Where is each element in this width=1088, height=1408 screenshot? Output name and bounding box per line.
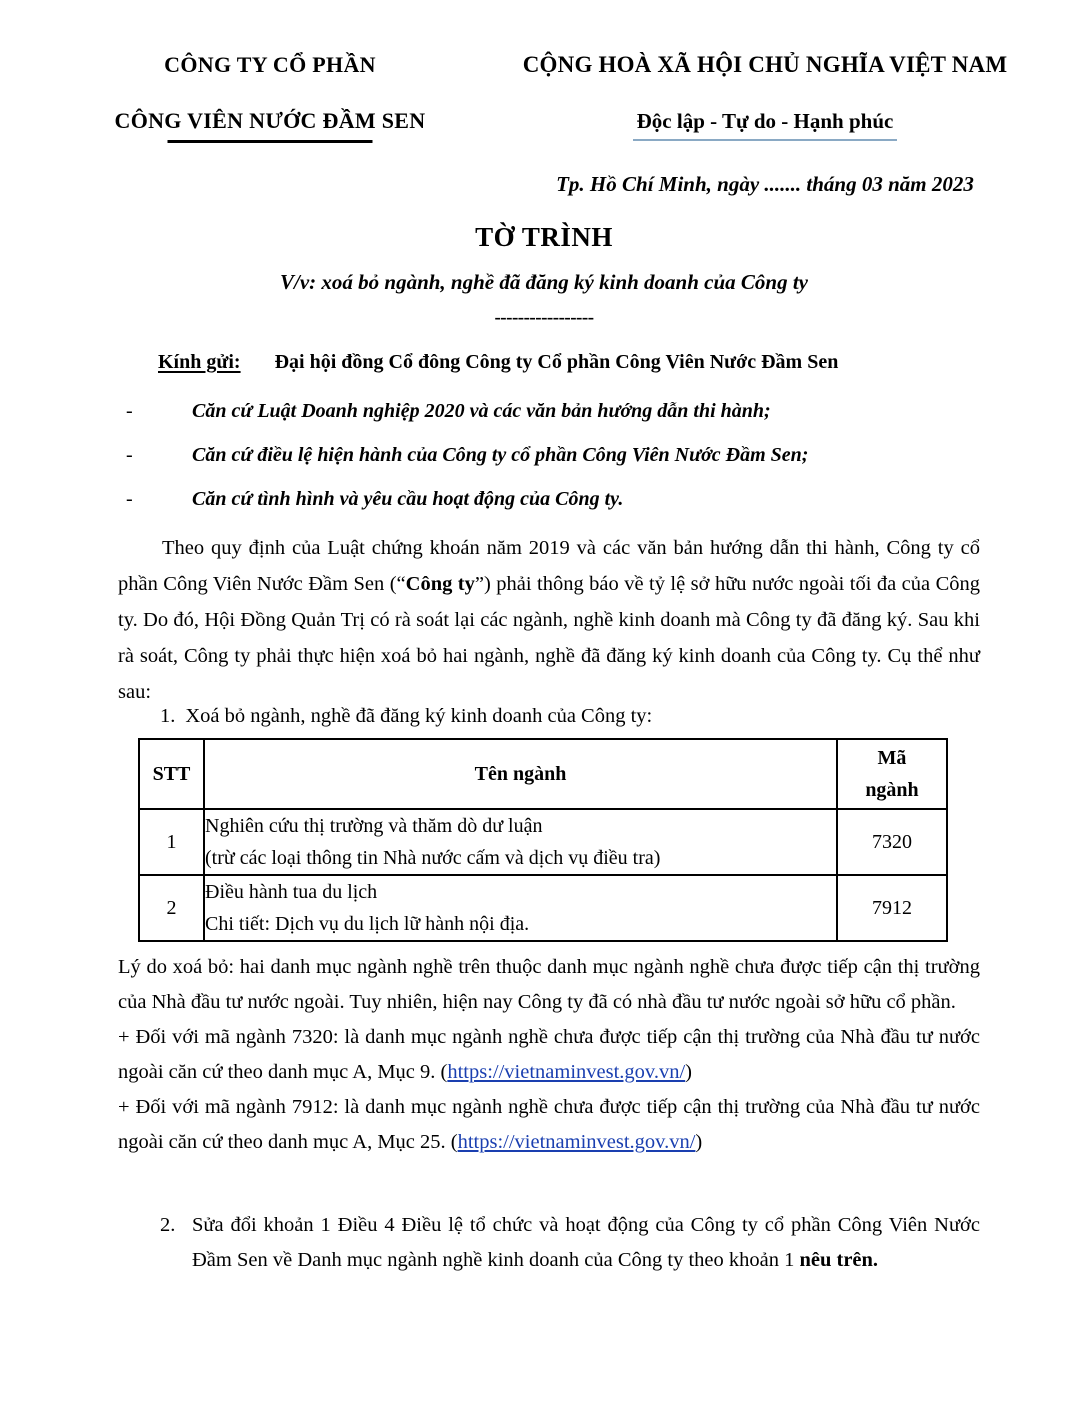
- title-separator: -----------------: [494, 307, 594, 328]
- row-2-stt: 2: [139, 875, 204, 941]
- main-paragraph: [118, 530, 980, 710]
- reason-section: [118, 950, 980, 1160]
- note-7320: [118, 1020, 980, 1090]
- numbered-item-1: [160, 700, 652, 732]
- recipient-value: Đại hội đồng Cổ đông Công ty Cổ phần Công Viên Nước Đầm Sen: [274, 351, 839, 373]
- numbered-item-2: [160, 1208, 980, 1278]
- company-term-bold: Công ty: [405, 573, 475, 595]
- national-title: CỘNG HOÀ XÃ HỘI CHỦ NGHĨA VIỆT NAM: [522, 52, 1008, 77]
- table-header-name: Tên ngành: [204, 739, 837, 809]
- table-row: [139, 809, 947, 875]
- company-name-line1: CÔNG TY CỔ PHẦN: [164, 52, 376, 77]
- legal-basis-text: Căn cứ tình hình và yêu cầu hoạt động của Công ty.: [192, 488, 624, 510]
- company-name-line2: CÔNG VIÊN NƯỚC ĐẦM SEN: [115, 106, 426, 136]
- legal-bases-list: [0, 396, 1088, 528]
- note-7320-text: + Đối với mã ngành 7320: là danh mục ngành nghề chưa được tiếp cận thị trường của Nhà đầu tư nước ngoài căn cứ theo danh mục A, Mục 9. (: [118, 1026, 980, 1083]
- legal-basis-text: Căn cứ điều lệ hiện hành của Công ty cổ phần Công Viên Nước Đầm Sen;: [192, 444, 809, 466]
- item-2-text-part1: Sửa đổi khoản 1 Điều 4 Điều lệ tổ chức và hoạt động của Công ty cổ phần Công Viên Nước Đầm Sen về Danh mục ngành nghề kinh doanh của Công ty theo khoản 1: [192, 1214, 980, 1271]
- document-header: [0, 50, 1088, 198]
- row-1-code: 7320: [837, 809, 947, 875]
- table-row: [139, 875, 947, 941]
- bullet-dash-icon: -: [126, 488, 133, 510]
- recipient-label: Kính gửi:: [158, 351, 241, 373]
- vietnaminvest-link[interactable]: https://vietnaminvest.gov.vn/: [447, 1061, 686, 1083]
- item-2-number: 2.: [160, 1214, 176, 1236]
- list-item: [0, 440, 1088, 484]
- recipient-line: [158, 348, 838, 376]
- sectors-table: [138, 738, 948, 942]
- place-date-line: Tp. Hồ Chí Minh, ngày ....... tháng 03 năm 2023: [556, 172, 974, 196]
- row-1-name: [204, 809, 837, 875]
- note-7912-close: ): [695, 1131, 703, 1153]
- table-header-stt: STT: [139, 739, 204, 809]
- table-header-code-line2: ngành: [865, 779, 919, 801]
- bullet-dash-icon: -: [126, 400, 133, 422]
- sectors-table-wrapper: [138, 738, 946, 942]
- row-2-code: 7912: [837, 875, 947, 941]
- item-2-row: [160, 1208, 980, 1278]
- item-1-number: 1.: [160, 705, 176, 727]
- row-2-name-line1: Điều hành tua du lịch: [205, 881, 378, 903]
- item-1-text: Xoá bỏ ngành, nghề đã đăng ký kinh doanh của Công ty:: [185, 705, 653, 727]
- list-item: [0, 396, 1088, 440]
- item-2-text: [192, 1208, 980, 1278]
- company-header-block: [55, 50, 485, 136]
- list-item: [0, 484, 1088, 528]
- row-1-stt: 1: [139, 809, 204, 875]
- note-7912-text: + Đối với mã ngành 7912: là danh mục ngành nghề chưa được tiếp cận thị trường của Nhà đầu tư nước ngoài căn cứ theo danh mục A, Mục 25. (: [118, 1096, 980, 1153]
- vietnaminvest-link[interactable]: https://vietnaminvest.gov.vn/: [457, 1131, 696, 1153]
- document-title: TỜ TRÌNH: [475, 222, 613, 252]
- bullet-dash-icon: -: [126, 444, 133, 466]
- row-1-name-line2: (trừ các loại thông tin Nhà nước cấm và dịch vụ điều tra): [205, 847, 661, 869]
- note-7912: [118, 1090, 980, 1160]
- main-paragraph-part2: ”) phải thông báo về tỷ lệ sở hữu nước ngoài tối đa của Công ty. Do đó, Hội Đồng Quản Trị có rà soát lại các ngành, nghề kinh doanh mà Công ty đã đăng ký. Sau khi rà soát, Công ty phải thực hiện xoá bỏ hai ngành, nghề đã đăng ký kinh doanh của Công ty. Cụ thể như sau:: [118, 573, 980, 703]
- national-header-block: [485, 50, 1045, 198]
- row-2-name-line2: Chi tiết: Dịch vụ du lịch lữ hành nội địa.: [205, 913, 530, 935]
- item-2-text-bold: nêu trên.: [799, 1249, 879, 1271]
- main-paragraph-part1: Theo quy định của Luật chứng khoán năm 2019 và các văn bản hướng dẫn thi hành, Công ty cổ phần Công Viên Nước Đầm Sen (“: [118, 537, 980, 595]
- table-header-row: [139, 739, 947, 809]
- title-block: [0, 220, 1088, 329]
- row-2-name: [204, 875, 837, 941]
- legal-basis-text: Căn cứ Luật Doanh nghiệp 2020 và các văn bản hướng dẫn thi hành;: [192, 400, 771, 422]
- table-header-code-line1: Mã: [877, 747, 907, 769]
- note-7320-close: ): [685, 1061, 692, 1083]
- row-1-name-line1: Nghiên cứu thị trường và thăm dò dư luận: [205, 815, 543, 837]
- reason-paragraph: Lý do xoá bỏ: hai danh mục ngành nghề trên thuộc danh mục ngành nghề chưa được tiếp cận thị trường của Nhà đầu tư nước ngoài. Tuy nhiên, hiện nay Công ty đã có nhà đầu tư nước ngoài sở hữu cổ phần.: [118, 956, 980, 1013]
- national-motto: Độc lập - Tự do - Hạnh phúc: [637, 106, 894, 136]
- table-header-code: [837, 739, 947, 809]
- document-subtitle: V/v: xoá bỏ ngành, nghề đã đăng ký kinh doanh của Công ty: [279, 270, 808, 294]
